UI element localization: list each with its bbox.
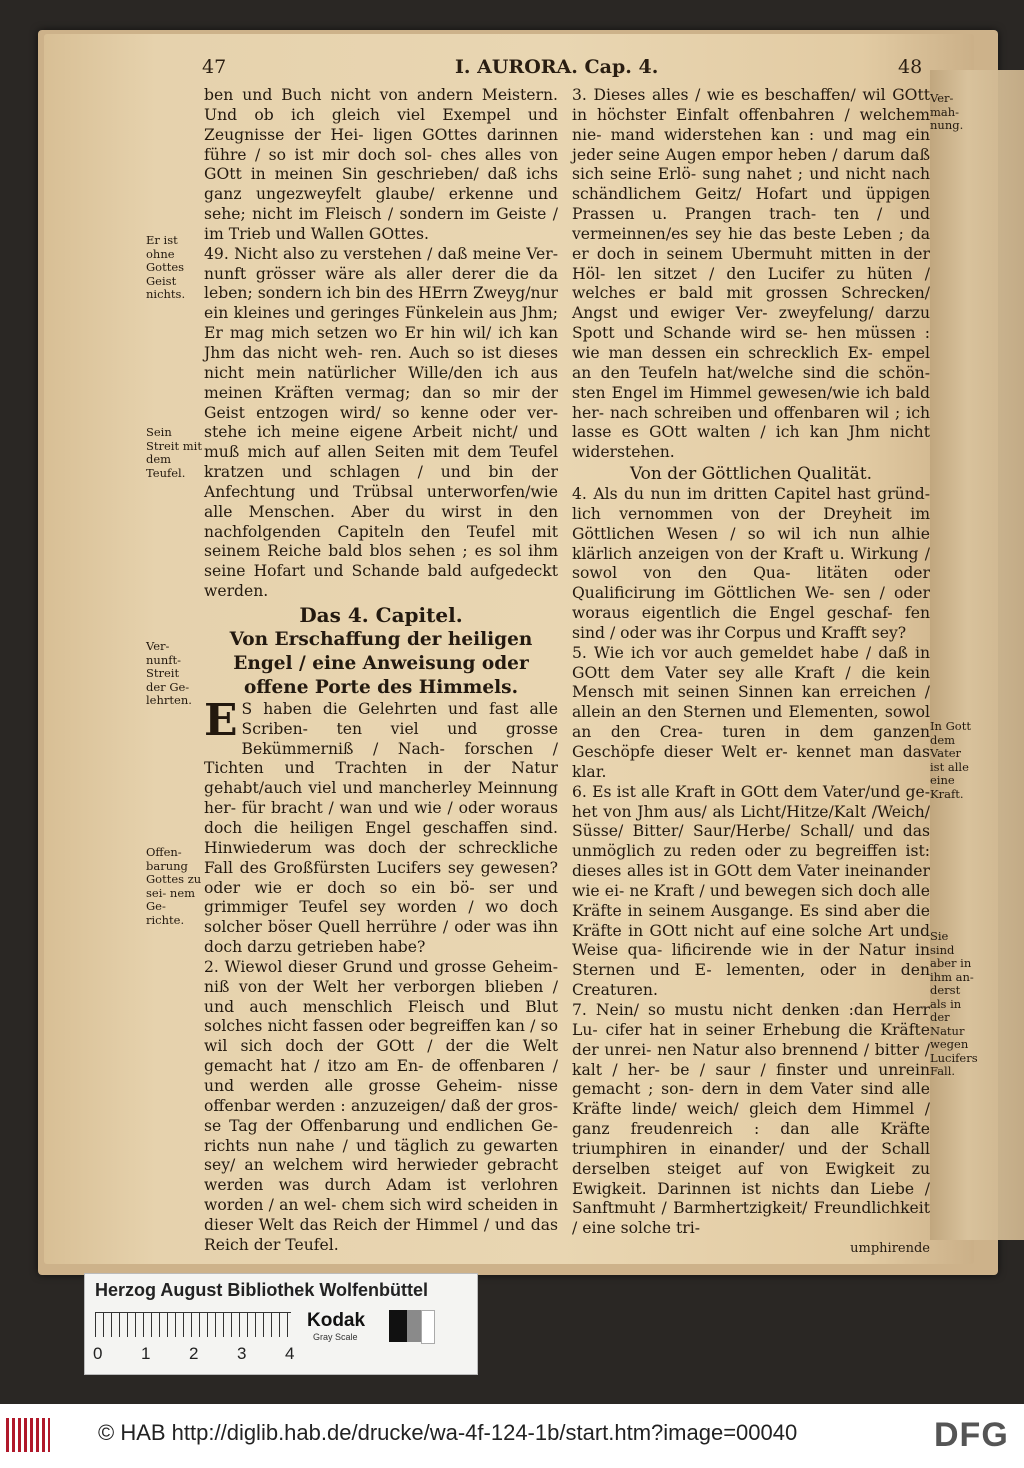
gray-swatch-white [421, 1310, 435, 1344]
margin-note-right: Sie sind aber in ihm an- derst als in der Natur wegen Lucifers Fall. [930, 929, 978, 1078]
hab-logo-icon [6, 1418, 50, 1452]
paragraph: 4. Als du nun im dritten Capitel hast gründ- lich vernommen von der Dreyheit im Göttlichen Wesen / so wil ich nun alhie klärlich anzeigen von der Kraft u. Wirkung / sowol von den Qua- litäten oder Qualificirung im Göttlichen We- sen / oder woraus eigentlich die Engel geschaf- fen sind / oder was ihr Corpus und Krafft sey? [572, 485, 930, 642]
paragraph: 3. Dieses alles / wie es beschaffen/ wil GOtt in höchster Einfalt offenbahren / welchem nie- mand widerstehen kan : und mag ein jeder seine Augen empor heben / darum daß sich seine Erlö- sung nahet ; und nicht nach schändlichem Geitz/ Hofart und üppigen Prassen u. Prangen trach- ten / und vermeinnen/es sey hie das beste Leben ; da er doch in seinem Ubermuht mitten in der Höl- len sitzet / den Lucifer zu hüten / welches er bald mit grossen Schrecken/ Angst und ewiger Ver- zweyfelung/ darzu Spott und Schande wird se- hen müssen : wie man dessen ein schrecklich Ex- empel an den Teufeln hat/welche sind die schön- sten Engel im Himmel gewesen/wie ich bald her- nach schreiben und offenbaren wil ; ich lasse es GOtt walten / ich kan Jhm nicht widerstehen. [572, 86, 930, 462]
copyright-link[interactable]: © HAB http://diglib.hab.de/drucke/wa-4f-124-1b/start.htm?image=00040 [98, 1420, 798, 1445]
scale-ruler [95, 1312, 291, 1337]
gray-swatch-black [389, 1310, 407, 1342]
text-column-left [204, 86, 558, 1256]
dfg-logo: DFG [934, 1416, 1009, 1454]
margin-note-left: Sein Streit mit dem Teufel. [146, 425, 202, 480]
margin-note-left: Ver- nunft- Streit der Ge- lehrten. [146, 639, 192, 707]
page-number-left: 47 [202, 56, 227, 78]
text-column-right [572, 86, 930, 1259]
gray-scale-label: Gray Scale [313, 1332, 358, 1342]
catchword: umphirende [850, 1241, 930, 1257]
paragraph: 5. Wie ich vor auch gemeldet habe / daß in GOtt dem Vater sey alle Kraft / die kein Mensch mit seinen Sinnen kan erreichen / allein an den Sternen und Elementen, sowol an den Crea- turen in dem ganzen Geschöpfe dieser Welt er- kennet man das klar. [572, 643, 930, 781]
running-title: I. AURORA. Cap. 4. [455, 56, 659, 78]
chapter-subtitle: Von Erschaffung der heiligen Engel / eine Anweisung oder offene Porte des Himmels. [229, 628, 533, 698]
margin-note-right: In Gott dem Vater ist alle eine Kraft. [930, 719, 971, 801]
ruler-number: 0 [93, 1344, 103, 1363]
margin-note-left: Offen- barung Gottes zu sei- nem Ge- richte. [146, 845, 202, 927]
footer-bar [0, 1404, 1024, 1468]
paragraph: 49. Nicht also zu verstehen / daß meine Ver- nunft grösser wäre als aller derer die da leben; sondern ich bin des HErrn Zweyg/nur ein kleines und geringes Fünkelein aus Jhm; Er mag mich setzen wo Er hin wil/ ich kan Jhm das nicht weh- ren. Auch so ist dieses nicht mein natürlicher Wille/den ich aus meinen Kräften vermag; dan so mir der Geist entzogen wird/ so kenne oder ver- stehe ich meine eigene Arbeit nicht/ und muß mich auf allen Seiten mit dem Teufel kratzen und schlagen / und bin der Anfechtung und Trübsal unterworfen/wie alle Menschen. Aber du wirst in den nachfolgenden Capiteln den Teufel mit seinem Reiche bald blos sehen ; es sol ihm seine Hofart und Schande bald aufgedeckt werden. [204, 244, 558, 601]
ruler-number: 2 [189, 1344, 199, 1363]
paragraph: ben und Buch nicht von andern Meistern. Und ob ich gleich viel Exempel und Zeugnisse der Hei- ligen GOttes darinnen führe / so ist mir doch sol- ches alles von GOtt in meinen Sin geschrieben/ daß ichs ganz ungezweyfelt glaube/ erkenne und sehe; nicht im Fleisch / sondern im Geiste / im Trieb und Wallen GOttes. [204, 86, 558, 243]
kodak-brand: Kodak [307, 1310, 366, 1331]
ruler-number: 4 [285, 1344, 295, 1363]
ruler-number: 1 [141, 1344, 151, 1363]
margin-note-right: Ver- mah- nung. [930, 91, 964, 132]
paragraph: 7. Nein/ so mustu nicht denken :dan Herr Lu- cifer hat in seiner Erhebung die Kräfte der unrei- nen Natur also brennend / bitter / kalt / her- be / saur / finster und unrein gemacht ; son- dern in dem Vater sind alle Kräfte linde/ weich/ gleich dem Himmel / ganz freudenreich : dan alle Kräfte triumphiren in einander/ und der Schall derselben steiget auf von Ewigkeit zu Ewigkeit. Darinnen ist nichts dan Liebe / Sanftmuht / Barmhertzigkeit/ Freundlichkeit / eine solche tri- [572, 1000, 930, 1238]
library-name: Herzog August Bibliothek Wolfenbüttel [95, 1280, 428, 1300]
paragraph: 2. Wiewol dieser Grund und grosse Geheim- niß von der Welt her verborgen blieben / und auch menschlich Fleisch und Blut solches nicht fassen oder begreiffen kan / so wil sich doch der GOtt / der die Welt gemacht hat / itzo am En- de offenbaren / und werden alle grosse Geheim- nisse offenbar werden : anzuzeigen/ daß der gros- se Tag der Offenbarung und endlichen Ge- richts nun nahe / und täglich zu gewarten sey/ an welchem wird herwieder gebracht werden was durch Adam ist verlohren worden / an wel- chem sich wird scheiden in dieser Welt das Reich der Himmel / und das Reich der Teufel. [204, 957, 558, 1254]
section-heading: Von der Göttlichen Qualität. [629, 464, 873, 485]
library-label [84, 1273, 478, 1375]
paragraph [204, 694, 558, 958]
chapter-heading: Das 4. Capitel. [299, 602, 463, 627]
paragraph: 6. Es ist alle Kraft in GOtt dem Vater/und ge- het von Jhm aus/ als Licht/Hitze/Kalt /Weich/ Süsse/ Bitter/ Saur/Herbe/ Schall/ und das unmöglich zu reden oder zu begreiffen ist: dieses alles ist in GOtt dem Vater ineinander wie ei- ne Kraft / und bewegen sich doch alle Kräfte in seinem Ausgange. Es sind aber die Kräfte in GOtt nicht auf eine solche Art und Weise qua- lificirende wie in der Natur in Sternen und E- lementen, oder in den Creaturen. [572, 782, 930, 1000]
gray-swatch-mid [407, 1310, 421, 1342]
dropcap-letter: E [204, 694, 238, 746]
paragraph-text: S haben die Gelehrten und fast alle Scriben- ten viel und grosse Bekümmerniß / Nach- forschen / Tichten und Trachten in der Natur gehabt/auch viel und mancherley Meinnung her- für bracht / wan und wie / oder woraus doch die heiligen Engel geschaffen sind. Hinwiederum was doch der schreckliche Fall des Großfürsten Lucifers sey gewesen? oder wie er doch so ein bö- ser und grimmiger Teufel sey worden / wo doch solcher böser Quell herrühre / oder was ihn doch darzu getrieben habe? [204, 699, 558, 957]
page-number-right: 48 [898, 56, 923, 78]
ruler-number: 3 [237, 1344, 247, 1363]
margin-note-left: Er ist ohne Gottes Geist nichts. [146, 233, 186, 301]
